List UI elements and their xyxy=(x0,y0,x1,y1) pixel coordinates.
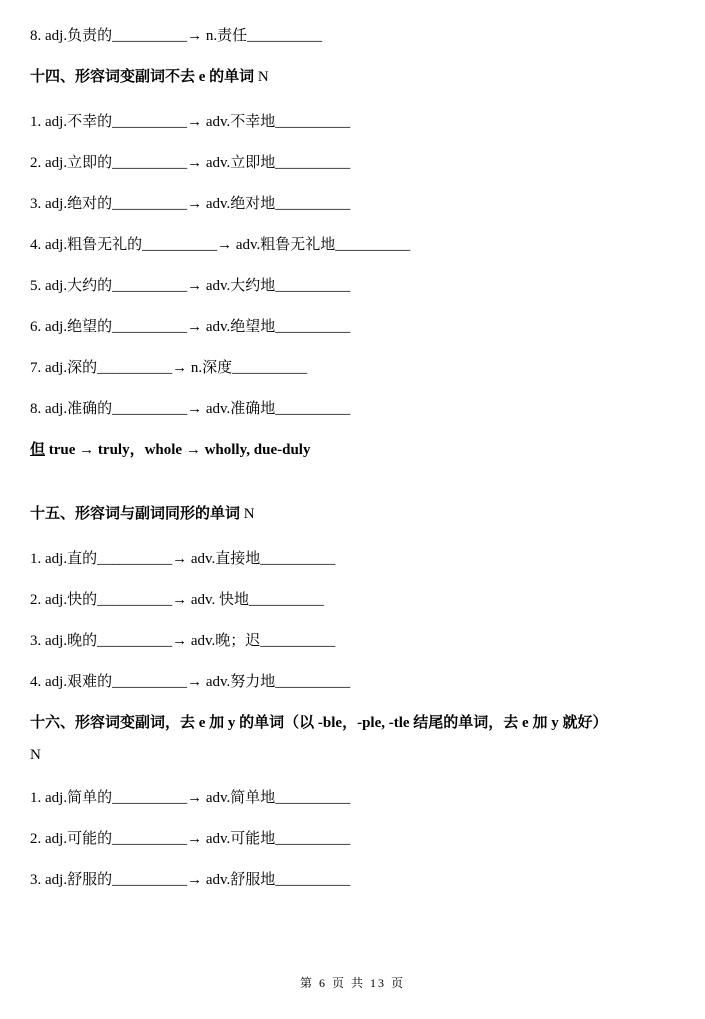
section-heading xyxy=(30,67,673,87)
word-line: 2. adj.可能的__________→ adv.可能地__________ xyxy=(30,831,351,847)
section-heading-suffix: N xyxy=(254,69,269,85)
word-line: 2. adj.立即的__________→ adv.立即地__________ xyxy=(30,155,351,171)
word-line: 1. adj.简单的__________→ adv.简单地__________ xyxy=(30,790,351,806)
section-heading xyxy=(30,504,673,524)
word-line: 5. adj.大约的__________→ adv.大约地__________ xyxy=(30,278,351,294)
word-line: 3. adj.舒服的__________→ adv.舒服地__________ xyxy=(30,872,351,888)
word-line: 1. adj.直的__________→ adv.直接地__________ xyxy=(30,551,336,567)
word-line: 3. adj.晚的__________→ adv.晚；迟__________ xyxy=(30,633,336,649)
section-15 xyxy=(30,504,673,692)
note-prefix: 但 xyxy=(30,442,46,458)
section-14 xyxy=(30,67,673,460)
section-heading xyxy=(30,713,673,733)
word-line: 7. adj.深的__________→ n.深度__________ xyxy=(30,360,308,376)
word-line: 4. adj.艰难的__________→ adv.努力地__________ xyxy=(30,674,351,690)
exception-note xyxy=(30,440,673,460)
page-number-footer: 第 6 页 共 13 页 xyxy=(299,976,405,990)
section-heading-text: 十五、形容词与副词同形的单词 xyxy=(30,506,241,522)
word-line: 8. adj.负责的__________→ n.责任__________ xyxy=(30,28,323,44)
section-heading-text: 十六、形容词变副词，去 e 加 y 的单词（以 -ble，-ple, -tle 结尾的单词，去 e 加 y 就好） xyxy=(30,715,608,731)
word-line: 6. adj.绝望的__________→ adv.绝望地__________ xyxy=(30,319,351,335)
word-line: 1. adj.不幸的__________→ adv.不幸地__________ xyxy=(30,114,351,130)
note-text: true → truly，whole → wholly, due-duly xyxy=(45,442,311,458)
word-line: 2. adj.快的__________→ adv. 快地__________ xyxy=(30,592,325,608)
section-heading-suffix: N xyxy=(30,747,41,763)
word-line: 3. adj.绝对的__________→ adv.绝对地__________ xyxy=(30,196,351,212)
section-16 xyxy=(30,713,673,890)
word-line: 8. adj.准确的__________→ adv.准确地__________ xyxy=(30,401,351,417)
word-line: 4. adj.粗鲁无礼的__________→ adv.粗鲁无礼地__________ xyxy=(30,237,411,253)
section-heading-suffix: N xyxy=(240,506,255,522)
section-heading-text: 十四、形容词变副词不去 e 的单词 xyxy=(30,69,255,85)
